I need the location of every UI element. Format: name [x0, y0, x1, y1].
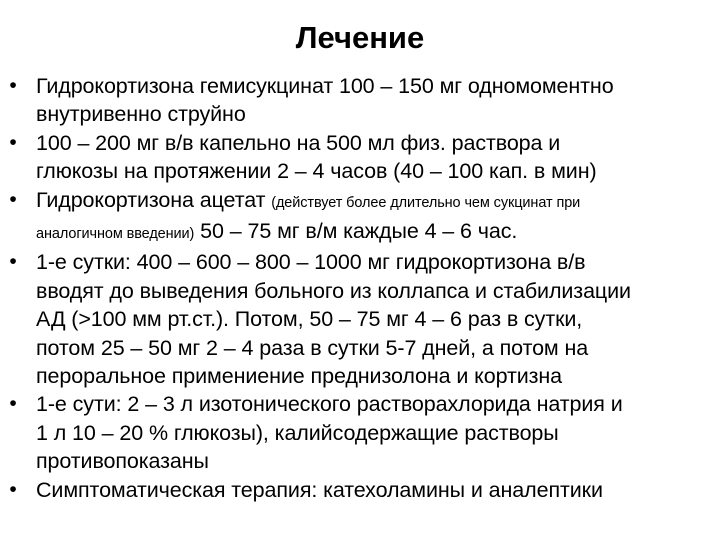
- bullet-text-line: противопоказаны: [36, 449, 209, 474]
- bullet-text-line: 1 л 10 – 20 % глюкозы), калийсодержащие растворы: [36, 420, 559, 445]
- bullet-text-line: вводят до выведения больного из коллапса и стабилизации: [36, 278, 631, 303]
- slide-title: Лечение: [295, 20, 425, 55]
- bullet-text-line: 100 – 200 мг в/в капельно на 500 мл физ. раствора и: [36, 130, 561, 155]
- bullet-dot: •: [9, 250, 17, 274]
- bullet-item: [0, 129, 720, 186]
- bullet-dot: •: [9, 130, 17, 154]
- bullet-text-line: 1-е сутки: 400 – 600 – 800 – 1000 мг гидрокортизона в/в: [36, 250, 586, 275]
- bullet-item: [0, 390, 720, 475]
- bullet-text-line: глюкозы на протяжении 2 – 4 часов (40 – 100 кап. в мин): [36, 159, 597, 184]
- bullet-text-line: АД (>100 мм рт.ст.). Потом, 50 – 75 мг 4 – 6 раз в сутки,: [36, 307, 583, 332]
- bullet-dot: •: [9, 477, 17, 501]
- bullet-note-text: аналогичном введении): [36, 226, 195, 243]
- bullet-text-line: Гидрокортизона гемисукцинат 100 – 150 мг одномоментно: [36, 74, 614, 98]
- bullet-dot: •: [9, 187, 17, 211]
- bullet-text-line: [36, 186, 706, 217]
- bullet-note-text: (действует более длительно чем сукцинат при: [271, 194, 581, 211]
- bullet-dot: •: [9, 392, 17, 416]
- bullet-text-line: внутривенно струйно: [36, 102, 246, 127]
- bullet-text-line: Симптоматическая терапия: катехоламины и аналептики: [36, 477, 603, 502]
- bullet-item: [0, 248, 720, 390]
- bullet-item: [0, 72, 720, 129]
- bullet-text-line: 1-е сути: 2 – 3 л изотонического растворахлорида натрия и: [36, 392, 623, 417]
- bullet-main-text: Гидрокортизона ацетат: [36, 187, 266, 212]
- bullet-main-text: 50 – 75 мг в/м каждые 4 – 6 час.: [200, 219, 518, 244]
- bullet-item: [0, 476, 720, 504]
- bullet-item: [0, 186, 720, 249]
- bullet-list: [0, 72, 720, 504]
- bullet-dot: •: [9, 74, 17, 97]
- bullet-text-line: потом 25 – 50 мг 2 – 4 раза в сутки 5-7 дней, а потом на: [36, 335, 589, 360]
- bullet-text-line: [36, 217, 706, 248]
- bullet-text-line: пероральное примениение преднизолона и кортизна: [36, 364, 563, 389]
